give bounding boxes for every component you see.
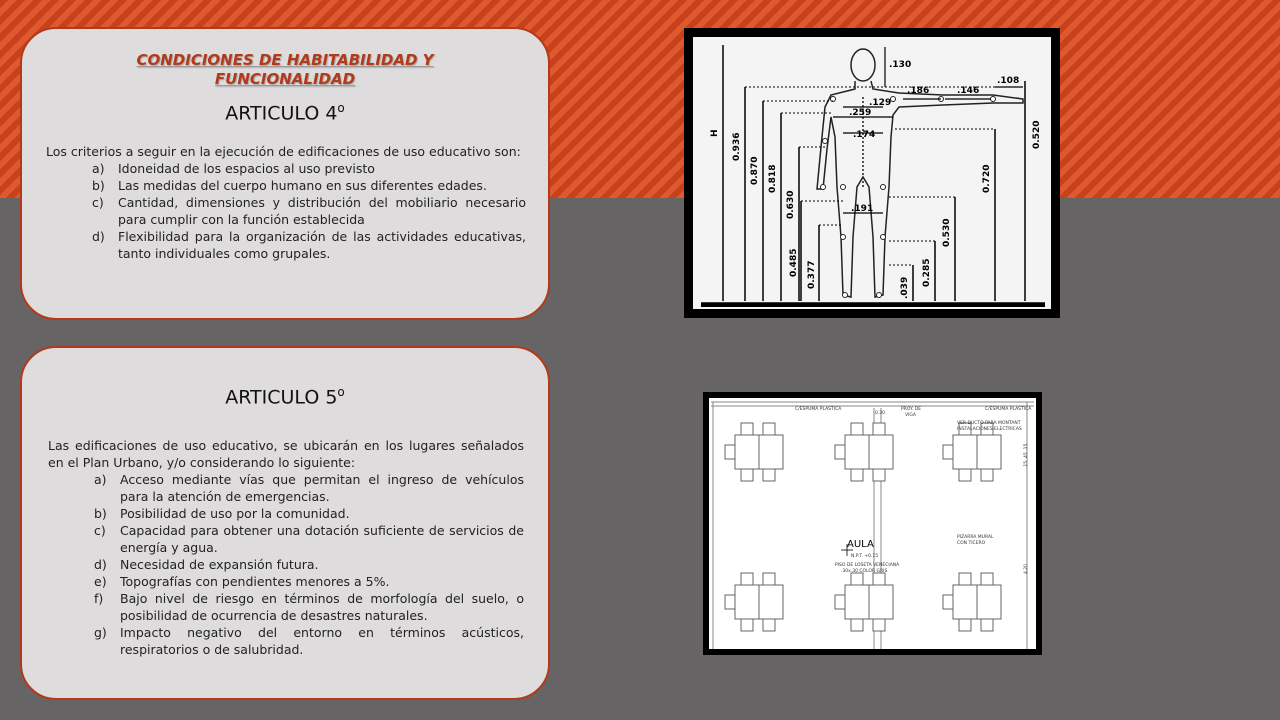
- section-title: [22, 51, 548, 89]
- article4-list-item: [92, 177, 526, 194]
- article5-list-item-text: Capacidad para obtener una dotación suficiente de servicios de energía y agua.: [120, 523, 524, 555]
- svg-text:C/ESPUMA PLASTICA: C/ESPUMA PLASTICA: [795, 407, 842, 412]
- dim-377: 0.377: [807, 260, 817, 289]
- svg-text:VER DUCTO PARA MONTANT: VER DUCTO PARA MONTANT: [957, 421, 1021, 426]
- article4-list-item-text: Las medidas del cuerpo humano en sus diferentes edades.: [118, 178, 487, 193]
- article-4-body: [46, 143, 526, 262]
- article4-list-item-marker: d): [92, 229, 105, 244]
- article4-list-item-marker: c): [92, 195, 104, 210]
- article4-list-item-text: Cantidad, dimensiones y distribución del mobiliario necesario para cumplir con la función establecida: [118, 195, 526, 227]
- plan-room-label: AULA: [847, 539, 874, 550]
- article-5-list: [48, 471, 524, 658]
- article4-list-item-text: Flexibilidad para la organización de las actividades educativas, tanto individuales como grupales.: [118, 229, 526, 261]
- article5-list-item-text: Necesidad de expansión futura.: [120, 557, 319, 572]
- article5-list-item: [94, 573, 524, 590]
- dim-129: .129: [869, 98, 892, 108]
- dim-936: 0.936: [732, 132, 742, 161]
- dim-720: 0.720: [982, 164, 992, 193]
- article-4-card: [20, 27, 550, 320]
- svg-text:.15 .45 .15: .15 .45 .15: [1024, 443, 1029, 468]
- dim-259: .259: [849, 108, 872, 118]
- article5-list-item-text: Acceso mediante vías que permitan el ingreso de vehículos para la atención de emergencias.: [120, 472, 524, 504]
- dim-108: .108: [997, 76, 1020, 86]
- dim-146: .146: [957, 86, 980, 96]
- section-title-line-2: FUNCIONALIDAD: [214, 70, 356, 88]
- anthropometry-svg: [693, 37, 1051, 309]
- svg-text:INSTALACIONES ELECTRICAS: INSTALACIONES ELECTRICAS: [957, 427, 1022, 432]
- dim-530: 0.530: [942, 218, 952, 247]
- article5-list-item: [94, 590, 524, 624]
- article5-list-item-marker: g): [94, 625, 107, 640]
- article5-list-item: [94, 624, 524, 658]
- classroom-plan-svg: [709, 398, 1036, 649]
- svg-text:4.20: 4.20: [1024, 563, 1029, 574]
- dim-186: .186: [907, 86, 930, 96]
- article5-list-item-marker: d): [94, 557, 107, 572]
- article-4-list: [46, 160, 526, 262]
- dim-520: 0.520: [1032, 120, 1042, 149]
- svg-text:0.30: 0.30: [875, 411, 886, 416]
- dim-191: .191: [851, 204, 874, 214]
- svg-text:C/ESPUMA PLASTICA: C/ESPUMA PLASTICA: [985, 407, 1032, 412]
- svg-text:PIZARRA MURAL: PIZARRA MURAL: [957, 535, 994, 540]
- svg-text:.30x.30 COLOR GRIS: .30x.30 COLOR GRIS: [841, 569, 888, 574]
- dim-174: .174: [853, 130, 876, 140]
- article5-list-item-text: Bajo nivel de riesgo en términos de morfología del suelo, o posibilidad de ocurrencia de desastres naturales.: [120, 591, 524, 623]
- article4-list-item-marker: a): [92, 161, 105, 176]
- dim-485: 0.485: [789, 248, 799, 277]
- dim-870: 0.870: [750, 156, 760, 185]
- svg-text:VIGA: VIGA: [905, 413, 916, 418]
- article5-list-item: [94, 556, 524, 573]
- section-title-line-1: CONDICIONES DE HABITABILIDAD Y: [136, 51, 434, 69]
- article5-list-item-marker: f): [94, 591, 104, 606]
- article-4-intro: Los criterios a seguir en la ejecución de edificaciones de uso educativo son:: [46, 144, 521, 159]
- anthropometry-image-frame: [684, 28, 1060, 318]
- article5-list-item-marker: b): [94, 506, 107, 521]
- article-5-title: [22, 385, 548, 408]
- svg-text:PROY. DE: PROY. DE: [901, 407, 922, 412]
- article4-list-item: [92, 160, 526, 177]
- article5-list-item-text: Posibilidad de uso por la comunidad.: [120, 506, 350, 521]
- article-5-intro: Las edificaciones de uso educativo, se ubicarán en los lugares señalados en el Plan Urbano, y/o considerando lo siguiente:: [48, 438, 524, 470]
- dim-h: H: [710, 129, 720, 137]
- svg-text:PISO DE LOSETA VENECIANA: PISO DE LOSETA VENECIANA: [835, 563, 900, 568]
- svg-text:CON TICERO: CON TICERO: [957, 541, 986, 546]
- article-4-title: [22, 101, 548, 124]
- anthropometry-drawing: [693, 37, 1051, 309]
- dim-285: 0.285: [922, 258, 932, 287]
- article5-list-item: [94, 505, 524, 522]
- classroom-plan-image-frame: [703, 392, 1042, 655]
- dim-630: 0.630: [786, 190, 796, 219]
- dim-039: .039: [900, 276, 910, 299]
- article5-list-item: [94, 522, 524, 556]
- article5-list-item-marker: e): [94, 574, 107, 589]
- svg-text:N.P.T. +0.15: N.P.T. +0.15: [851, 554, 879, 559]
- article5-list-item-marker: c): [94, 523, 106, 538]
- article-4-title-text: ARTICULO 4: [225, 102, 338, 125]
- article4-list-item-marker: b): [92, 178, 105, 193]
- article5-list-item: [94, 471, 524, 505]
- article4-list-item: [92, 228, 526, 262]
- dim-818: 0.818: [768, 164, 778, 193]
- dim-130: .130: [889, 60, 912, 70]
- article5-list-item-text: Topografías con pendientes menores a 5%.: [120, 574, 390, 589]
- article-5-card: [20, 346, 550, 700]
- article5-list-item-marker: a): [94, 472, 107, 487]
- article-4-degree: o: [337, 101, 345, 115]
- article5-list-item-text: Impacto negativo del entorno en términos acústicos, respiratorios o de salubridad.: [120, 625, 524, 657]
- article4-list-item: [92, 194, 526, 228]
- article-5-body: [48, 437, 524, 658]
- classroom-plan-drawing: [709, 398, 1036, 649]
- article-5-title-text: ARTICULO 5: [225, 386, 338, 409]
- article4-list-item-text: Idoneidad de los espacios al uso previsto: [118, 161, 375, 176]
- article-5-degree: o: [337, 385, 345, 399]
